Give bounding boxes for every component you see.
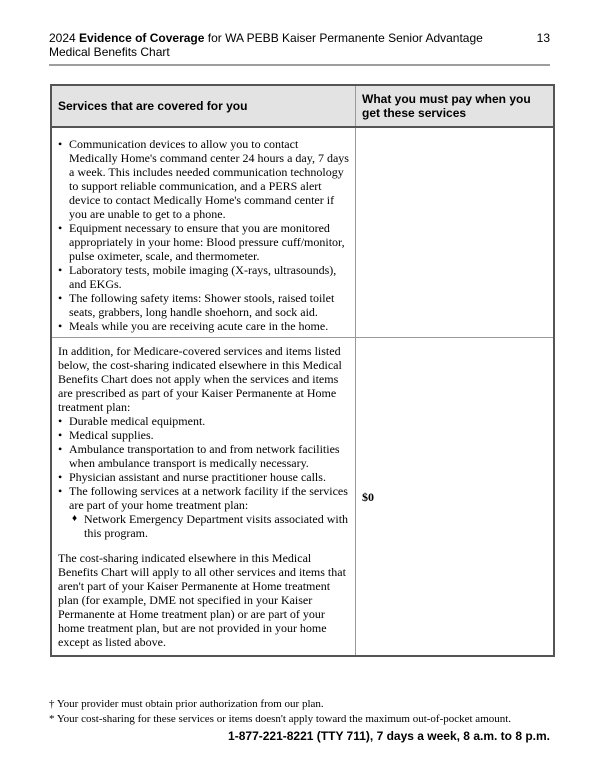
header-title-bold: Evidence of Coverage: [79, 31, 205, 45]
footnote-dagger: † Your provider must obtain prior authorization from our plan.: [49, 698, 324, 710]
sub-list-item: ♦ Network Emergency Department visits associated with this program.: [69, 512, 349, 540]
list-item: • Durable medical equipment.: [58, 414, 349, 428]
sub-bullet-list: [69, 512, 349, 540]
page-header: [49, 31, 550, 59]
closing-paragraph: The cost-sharing indicated elsewhere in this Medical Benefits Chart will apply to all other services and items that aren't part of your Kaiser Permanente at Home treatment plan (for example, DME not specified in your Kaiser Permanente at Home treatment plan) or are part of your home treatment plan, but are not provided in your home except as listed above.: [58, 551, 346, 649]
document-title: [49, 31, 483, 45]
services-cell: [51, 127, 356, 338]
header-line: [49, 31, 550, 45]
bullet-list: [58, 137, 349, 333]
table-header-row: [51, 85, 554, 127]
list-item: • Medical supplies.: [58, 428, 349, 442]
bullet-list: [58, 414, 349, 540]
header-year: 2024: [49, 31, 76, 45]
table-row: [51, 127, 554, 338]
list-item: • The following safety items: Shower stools, raised toilet seats, grabbers, long handle shoehorn, and sock aid.: [58, 291, 349, 319]
intro-paragraph: In addition, for Medicare-covered services and items listed below, the cost-sharing indicated elsewhere in this Medical Benefits Chart does not apply when the services and items are prescribed as part of your Kaiser Permanente at Home treatment plan:: [58, 344, 342, 414]
header-divider: [49, 64, 550, 66]
list-item: [58, 484, 349, 540]
table-row: [51, 338, 554, 657]
list-item: • Meals while you are receiving acute care in the home.: [58, 319, 349, 333]
list-item: • Equipment necessary to ensure that you are monitored appropriately in your home: Blood pressure cuff/monitor, pulse oximeter, scale, and thermometer.: [58, 221, 349, 263]
header-title-rest: for WA PEBB Kaiser Permanente Senior Advantage: [207, 31, 483, 45]
list-item: • Laboratory tests, mobile imaging (X-rays, ultrasounds), and EKGs.: [58, 263, 349, 291]
benefits-table: [50, 84, 555, 657]
page-number: 13: [536, 31, 550, 45]
list-item-text: The following services at a network facility if the services are part of your home treatment plan:: [69, 484, 348, 512]
footnote-asterisk: * Your cost-sharing for these services or items doesn't apply toward the maximum out-of-pocket amount.: [49, 713, 512, 725]
list-item: • Physician assistant and nurse practitioner house calls.: [58, 470, 349, 484]
column-header-cost: What you must pay when you get these services: [356, 85, 555, 127]
footnotes: [49, 697, 569, 727]
list-item: • Communication devices to allow you to contact Medically Home's command center 24 hours a day, 7 days a week. This includes needed communication technology to support reliable communication, and a PERS alert device to contact Medically Home's command center if you are unable to get to a phone.: [58, 137, 349, 221]
section-subtitle: Medical Benefits Chart: [49, 45, 170, 59]
contact-phone: 1-877-221-8221 (TTY 711), 7 days a week, 8 a.m. to 8 p.m.: [228, 729, 550, 743]
column-header-services: Services that are covered for you: [51, 85, 356, 127]
cost-cell: [356, 127, 555, 338]
cost-cell: $0: [362, 489, 374, 504]
list-item: • Ambulance transportation to and from network facilities when ambulance transport is medically necessary.: [58, 442, 349, 470]
services-cell: [51, 338, 356, 657]
